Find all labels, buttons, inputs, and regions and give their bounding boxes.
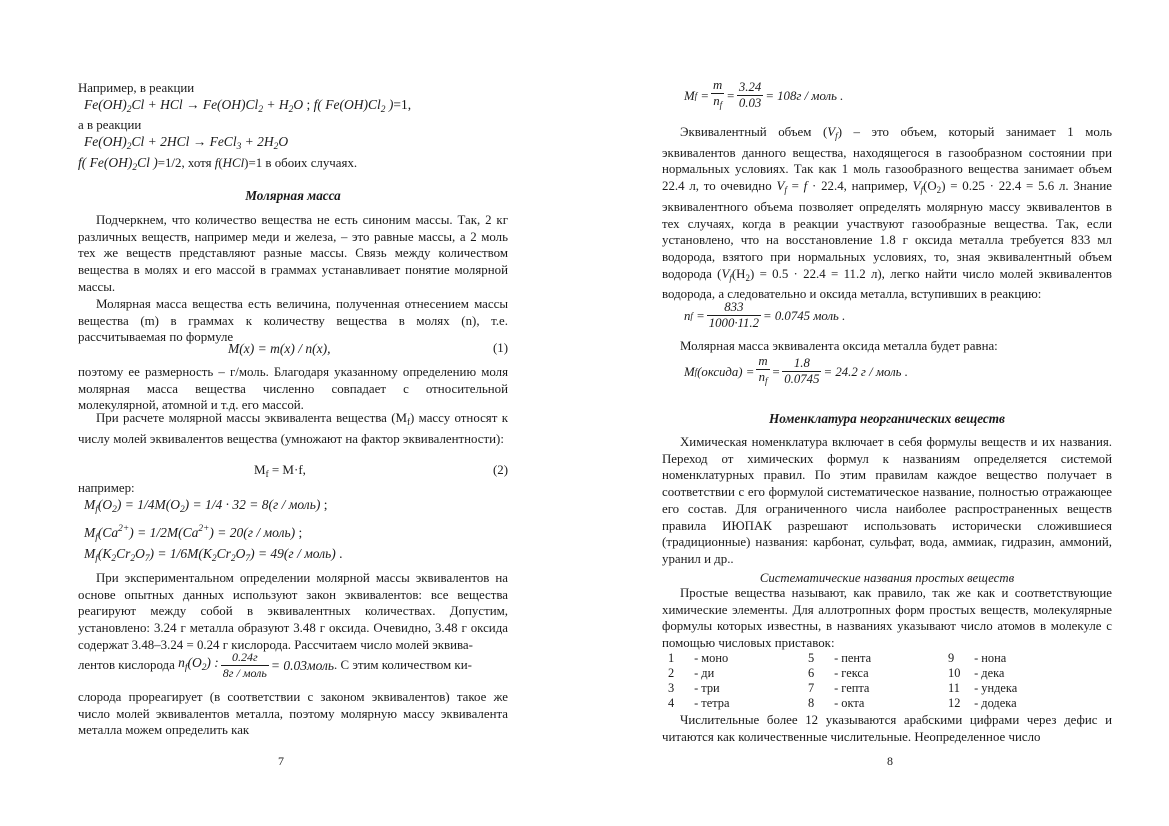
- example-ca: $M_f(Ca^{2+}) = 1/2M(Ca^{2+}) = 20(г$ / моль) ;: [84, 524, 303, 543]
- example-intro: Например, в реакции: [78, 81, 195, 95]
- equation-1: M(x) = m(x) / n(x), (1): [228, 341, 508, 356]
- paragraph-2: Молярная масса вещества есть величина, полученная отнесением массы вещества (m) в граммах к количеству вещества в молях (n), т.е. рассчитываемая по формуле: [78, 297, 508, 345]
- paragraph-7: слорода прореагирует (в соответствии с законом эквивалентов) такое же число молей эквивалентов металла, поэтому молярную массу эквивалента металла можем определить как: [78, 690, 508, 738]
- paragraph-equiv-volume: Эквивалентный объем $(V_f)$ – это объем, который занимает 1 моль эквивалентов данного вещества, находящегося в газообразном состоянии при нормальных условиях. Так как 1 моль газообразного вещества занимает объем 22.4 л, то очевидно $V_f = f \cdot 22.4$, например, $V_f(O_2) = 0.25 \cdot 22.4 = 5.6$ л. Знание эквивалентного объема позволяет определять молярную массу эквивалентов в тех случаях, когда в реакции участвуют газообразные вещества. Так, если установлено, что на восстановление 1.8 г оксида металла требуется 833 мл водорода, взятого при нормальных условиях, то, зная эквивалентный объем водорода ($V_f(H_2) = 0.5 \cdot 22.4 = 11.2$ л), легко найти число молей эквивалентов водорода, а следовательно и оксида металла, вступивших в реакцию:: [662, 125, 1112, 302]
- equation-top: M f = $\frac{m}{n_f}$ = $\frac{3.24}{0.03}$ = 108г / моль .: [684, 78, 844, 110]
- right-page: [662, 0, 1112, 826]
- prefix-table: [662, 651, 1082, 711]
- equation-mf-oxide: M f (оксида) = $\frac{m}{n_f}$ = $\frac{1.8}{0.0745}$ = 24.2 г / моль .: [684, 354, 908, 386]
- paragraph-molar-mass-oxide: Молярная масса эквивалента оксида металла будет равна:: [680, 339, 998, 353]
- paragraph-simple-substances: Простые вещества называют, как правило, так же как и соответствующие химические элементы. Для аллотропных форм простых веществ, молекулярные формулы которых известны, в названиях указывают число атомов в молекуле с помощью числовых приставок:: [662, 586, 1112, 651]
- example-label: например:: [78, 481, 135, 495]
- paragraph-3: поэтому ее размерность – г/моль. Благодаря указанному определению моля молярная масса вещества численно совпадает с относительной молекулярной, атомной и т.д. его массой.: [78, 365, 508, 413]
- left-page: [78, 0, 508, 826]
- example-o2: $M_f(O_2) = 1/4M(O_2) = 1/4 \cdot 32 = 8(г$ / моль) ;: [84, 497, 328, 515]
- equation-nf: n f = $\frac{833}{1000\cdot 11.2}$ = 0.0745 моль .: [684, 300, 846, 330]
- reaction-1: $Fe(OH)_2Cl$ + HCl → $Fe(OH)Cl_2 + H_2O$ ; f( $Fe(OH)Cl_2$ )=1,: [84, 97, 412, 115]
- page-number-right: 8: [887, 754, 893, 768]
- reaction-conclusion: f( $Fe(OH)_2Cl$ )=1/2, хотя f(HCl)=1 в обоих случаях.: [78, 155, 358, 173]
- paragraph-nomenclature: Химическая номенклатура включает в себя формулы веществ и их названия. Переход от химических формул к названиям определяется системой номенклатурных правил. По этим правилам каждое вещество получает в соответствии с его формулой систематическое название, полностью отражающее его состав. Для ограниченного числа наиболее распространенных веществ правила ИЮПАК разрешают использовать исторически сложившиеся (традиционные) названия: карбонат, сульфат, вода, аммиак, гидразин, аммоний, уранил и др..: [662, 435, 1112, 566]
- prefix-row: 3 - три 7 - гепта 11 - ундека: [668, 681, 1018, 695]
- subheading-simple-substances: Систематические названия простых веществ: [759, 571, 1015, 585]
- section-heading-nomenclature: Номенклатура неорганических веществ: [769, 411, 1005, 426]
- prefix-row: 2 - ди 6 - гекса 10 - дека: [668, 666, 1005, 680]
- prefix-row: 4 - тетра 8 - окта 12 - додека: [668, 696, 1017, 710]
- paragraph-4: При расчете молярной массы эквивалента вещества $(M_f)$ массу относят к числу молей эквивалентов вещества (умножают на фактор эквивалентности):: [78, 411, 509, 446]
- page-number-left: 7: [278, 754, 284, 768]
- equation-2: $M_f = M\cdot f$, (2): [254, 462, 508, 479]
- paragraph-numerals: Числительные более 12 указываются арабскими цифрами через дефис и читаются как количественные числительные. Неопределенное число: [662, 713, 1112, 744]
- paragraph-6: лентов кислорода $n_f(O_2)$ : $\frac{0.24г}{\text{8г / моль}}$ = 0.03моль . С этим количеством ки-: [78, 650, 472, 680]
- reaction-2: $Fe(OH)_2Cl + 2HCl$ → FeCl$_3$ + $2H_2O$: [84, 134, 289, 152]
- section-heading-molar-mass: Молярная масса: [245, 188, 341, 203]
- reaction-2-intro: а в реакции: [78, 118, 142, 132]
- paragraph-5: При экспериментальном определении молярной массы эквивалентов на основе опытных данных используют закон эквивалентов: все вещества реагируют между собой в эквивалентных количествах. Допустим, установлено: 3.24 г металла образуют 3.48 г оксида. Очевидно, 3.48 г оксида содержат 3.48–3.24 = 0.24 г кислорода. Рассчитаем число молей эквива-: [78, 571, 508, 652]
- prefix-row: 1 - моно 5 - пента 9 - нона: [668, 651, 1007, 665]
- paragraph-1: Подчеркнем, что количество вещества не есть синоним массы. Так, 2 кг различных веществ, например меди и железа, – это равные массы, а 2 моль тех же веществ представляют разные массы. Связь между количеством вещества в молях и его массой в граммах устанавливает понятие молярной массы.: [78, 213, 508, 294]
- example-k2cr2o7: $M_f(K_2Cr_2O_7) = 1/6M(K_2Cr_2O_7) = 49(г$ / моль) .: [84, 546, 343, 564]
